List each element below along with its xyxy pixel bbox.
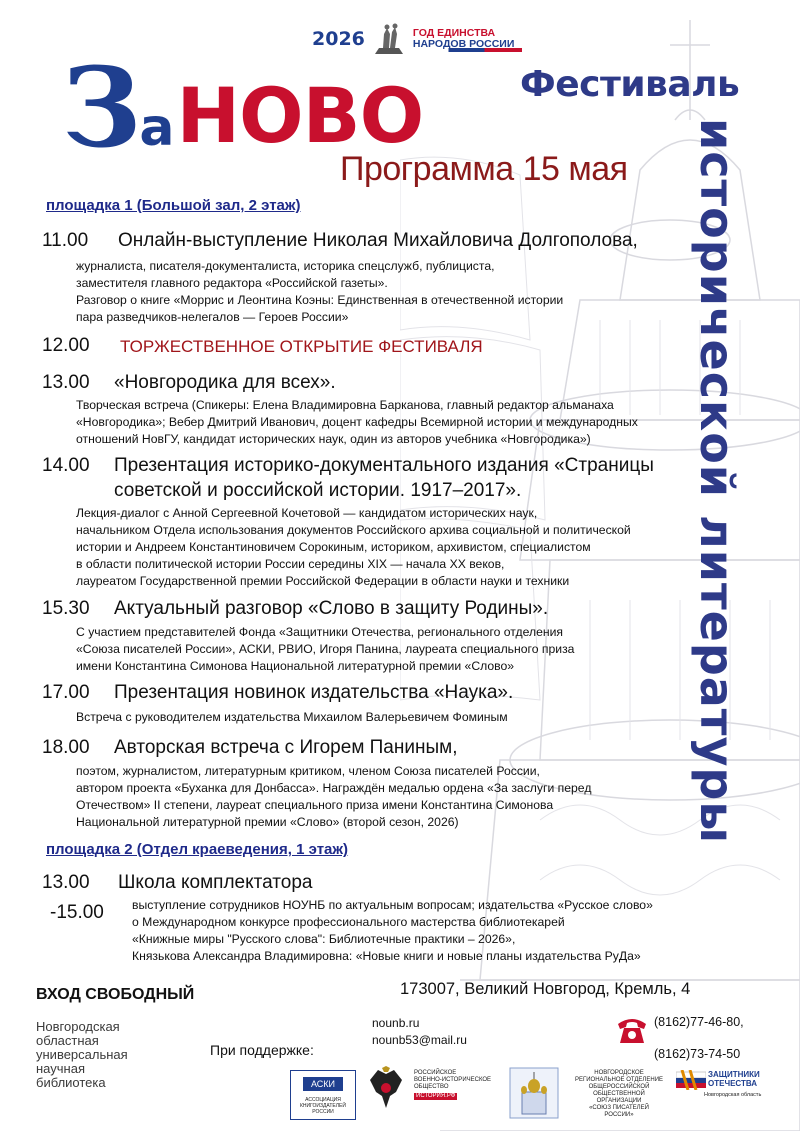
event-time: 13.00 xyxy=(42,872,90,893)
event-title: Школа комплектатора xyxy=(118,872,313,893)
support-label: При поддержке: xyxy=(210,1042,314,1058)
library-logo-line: областная xyxy=(36,1033,99,1048)
event-time: 12.00 xyxy=(42,335,90,356)
event-description: поэтом, журналистом, литературным критиком, членом Союза писателей России, автором проекта «Буханка для Донбасса». Награждён медалью ордена «За заслуги перед Отечеством» II степени, лауреат специального приза имени Константина Симонова Национальной литературной премии «Слово» (второй сезон, 2026) xyxy=(76,764,592,829)
address: 173007, Великий Новгород, Кремль, 4 xyxy=(400,980,691,998)
phone-icon xyxy=(614,1014,650,1046)
logo-letter-z: З xyxy=(62,43,142,172)
event-time-end: -15.00 xyxy=(50,902,104,923)
phone-numbers xyxy=(654,1006,744,1070)
writers-union-logo-text: НОВГОРОДСКОЕ РЕГИОНАЛЬНОЕ ОТДЕЛЕНИЕ ОБЩЕРОССИЙСКОЙ ОБЩЕСТВЕННОЙ ОРГАНИЗАЦИИ «СОЮЗ ПИСАТЕЛЕЙ РОССИИ» xyxy=(574,1070,664,1118)
aski-logo: АСКИ АССОЦИАЦИЯ КНИГОИЗДАТЕЛЕЙ РОССИИ xyxy=(290,1070,356,1120)
event-time: 18.00 xyxy=(42,737,90,758)
festival-logo xyxy=(62,43,424,172)
event-time: 14.00 xyxy=(42,455,90,476)
vertical-heading-text: исторической литературы xyxy=(690,118,744,844)
cathedral-icon xyxy=(506,1064,562,1122)
defenders-logo: ЗАЩИТНИКИ ОТЕЧЕСТВА Новгородская область xyxy=(676,1066,776,1122)
event-title-opening: ТОРЖЕСТВЕННОЕ ОТКРЫТИЕ ФЕСТИВАЛЯ xyxy=(120,337,483,356)
event-description: выступление сотрудников НОУНБ по актуальным вопросам; издательства «Русское слово» о Международном конкурсе профессионального мастерства библиотекарей «Книжные миры "Русского слова": Библиотечные практики – 2026», Князькова Александра Владимировна: «Новые книги и новые планы издательства РуДа» xyxy=(132,898,653,963)
program-title: Программа 15 мая xyxy=(340,150,628,188)
email-link[interactable]: nounb53@mail.ru xyxy=(372,1033,467,1047)
event-time: 13.00 xyxy=(42,372,90,393)
event-description: журналиста, писателя-документалиста, историка спецслужб, публициста, заместителя главного редактора «Российской газеты». Разговор о книге «Моррис и Леонтина Коэны: Единственная в отечественной истории пара разведчиков-нелегалов — Героев России» xyxy=(76,259,564,324)
phone-2[interactable]: (8162)73-74-50 xyxy=(654,1047,741,1061)
event-title: Онлайн-выступление Николая Михайловича Долгополова, xyxy=(118,230,638,251)
event-description: С участием представителей Фонда «Защитники Отечества, регионального отделения «Союза писателей России», АСКИ, РВИО, Игоря Панина, лауреата специального приза имени Константина Симонова Национальной литературной премии «Слово» xyxy=(76,625,575,673)
library-logo-line: Новгородская xyxy=(36,1019,120,1034)
event-time: 15.30 xyxy=(42,598,90,619)
free-entry-label: ВХОД СВОБОДНЫЙ xyxy=(36,986,195,1003)
event-description: Встреча с руководителем издательства Михаилом Валерьевичем Фоминым xyxy=(76,710,508,724)
venue-2-heading: площадка 2 (Отдел краеведения, 1 этаж) xyxy=(46,841,349,858)
library-logo xyxy=(20,1018,210,1090)
event-description: Творческая встреча (Спикеры: Елена Владимировна Барканова, главный редактор альманаха «Новгородика»; Вебер Дмитрий Иванович, доцент кафедры Всемирной истории и международных отношений НовГУ, кандидат исторических наук, один из авторов учебника «Новгородика») xyxy=(76,398,638,446)
event-description: Лекция-диалог с Анной Сергеевной Кочетовой — кандидатом исторических наук, начальником Отдела использования документов Российского архива социальной и политической истории и Андреем Константиновичем Сорокиным, историком, архивистом, специалистом в области политической истории России середины XIX — начала XX веков, лауреатом Государственной премии Российской Федерации в области науки и техники xyxy=(76,506,631,588)
year-number: 2026 xyxy=(312,28,365,50)
event-title: «Новгородика для всех». xyxy=(114,372,336,393)
library-logo-line: универсальная xyxy=(36,1047,128,1062)
library-logo-line: библиотека xyxy=(36,1075,106,1090)
event-title-continued: советской и российской истории. 1917–2017». xyxy=(114,480,522,501)
event-time: 11.00 xyxy=(42,230,89,251)
ribbon-flag-icon xyxy=(676,1070,706,1090)
venue-1-heading: площадка 1 (Большой зал, 2 этаж) xyxy=(46,197,301,214)
event-title: Актуальный разговор «Слово в защиту Родины». xyxy=(114,598,549,619)
event-title: Презентация новинок издательства «Наука». xyxy=(114,682,514,703)
phone-1[interactable]: (8162)77-46-80, xyxy=(654,1015,744,1029)
logo-novo: НОВО xyxy=(176,71,424,160)
logo-letter-a: а xyxy=(139,98,175,158)
festival-heading: Фестиваль xyxy=(520,64,740,105)
rvio-logo-text: РОССИЙСКОЕ ВОЕННО-ИСТОРИЧЕСКОЕ ОБЩЕСТВО ИСТОРИЯ.РФ xyxy=(414,1070,492,1099)
library-logo-line: научная xyxy=(36,1061,85,1076)
website-link[interactable]: nounb.ru xyxy=(372,1016,420,1030)
contacts-web xyxy=(372,1015,467,1049)
event-time: 17.00 xyxy=(42,682,90,703)
vertical-heading xyxy=(690,118,780,844)
event-title: Авторская встреча с Игорем Паниным, xyxy=(114,737,458,758)
event-title: Презентация историко-документального издания «Страницы xyxy=(114,455,654,476)
year-text: ГОД ЕДИНСТВА НАРОДОВ РОССИИ xyxy=(412,27,515,50)
double-headed-eagle-icon xyxy=(368,1066,404,1110)
